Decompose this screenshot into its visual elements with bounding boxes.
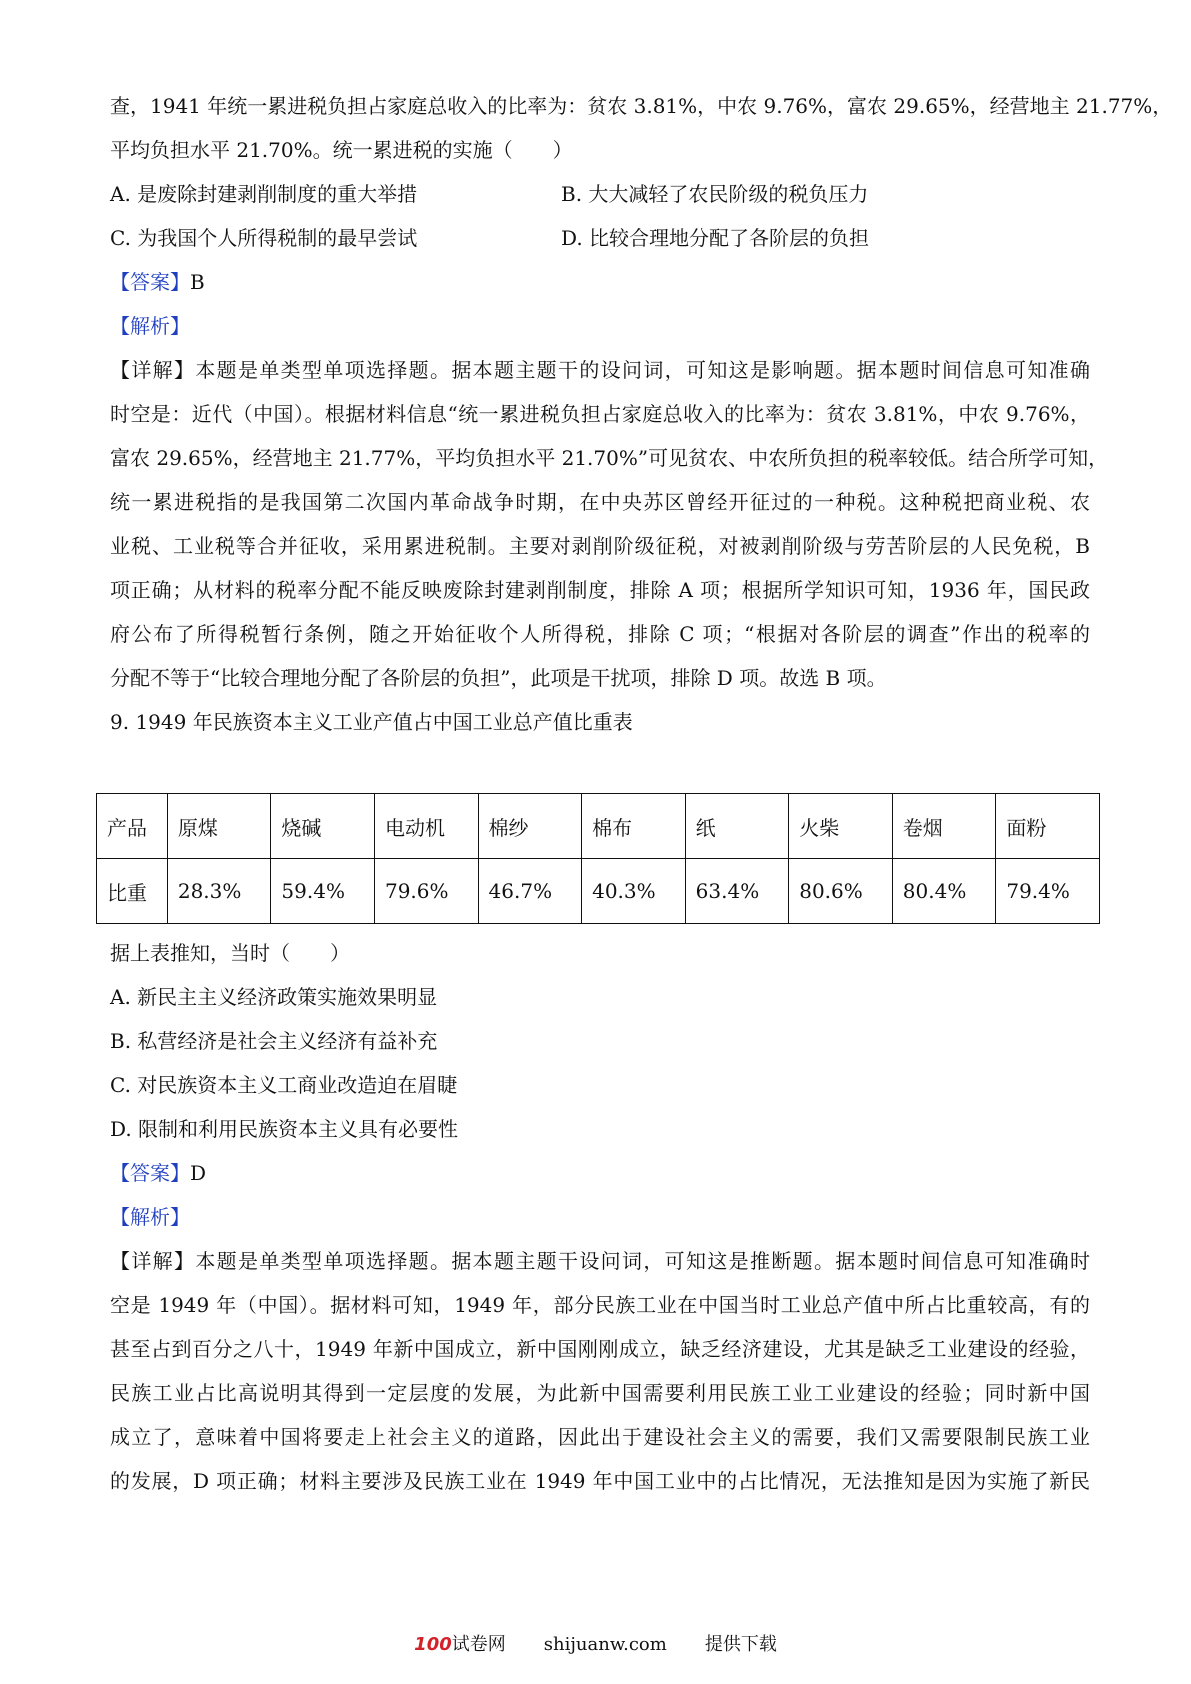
answer-tag: 【答案】 [110,270,190,294]
site-url[interactable]: shijuanw.com [543,1634,667,1655]
q8-detail-line-8: 分配不等于“比较合理地分配了各阶层的负担”，此项是干扰项，排除 D 项。故选 B 项。 [110,666,887,690]
q9-detail-line-6: 的发展，D 项正确；材料主要涉及民族工业在 1949 年中国工业中的占比情况，无法推知是因为实施了新民 [110,1469,1090,1493]
q8-answer [110,269,1090,295]
q8-detail-line-6: 项正确；从材料的税率分配不能反映废除封建剥削制度，排除 A 项；根据所学知识可知，1936 年，国民政 [110,578,1090,602]
q9-analysis-tag: 【解析】 [110,1205,190,1229]
table-cell: 79.4% [996,859,1100,924]
q9-detail-line-5: 成立了，意味着中国将要走上社会主义的道路，因此出于建设社会主义的需要，我们又需要限制民族工业 [110,1425,1090,1449]
table-cell: 28.3% [167,859,271,924]
q9-data-table [96,793,1100,924]
q8-option-d: D. 比较合理地分配了各阶层的负担 [561,226,870,250]
q9-detail-line-4: 民族工业占比高说明其得到一定层度的发展，为此新中国需要利用民族工业工业建设的经验；同时新中国 [110,1381,1090,1405]
q8-option-c: C. 为我国个人所得税制的最早尝试 [110,226,418,250]
site-name: 试卷网 [451,1634,506,1655]
table-cell: 63.4% [685,859,789,924]
q8-detail-line-1 [110,357,1090,383]
q8-detail-line-4: 统一累进税指的是我国第二次国内革命战争时期，在中央苏区曾经开征过的一种税。这种税把商业税、农 [110,490,1090,514]
q9-stem: 据上表推知，当时（ ） [110,941,350,965]
q8-detail-line-3: 富农 29.65%，经营地主 21.77%，平均负担水平 21.70%”可见贫农、中农所负担的税率较低。结合所学可知， [110,446,1109,470]
q9-option-b: B. 私营经济是社会主义经济有益补充 [110,1029,438,1053]
table-cell: 卷烟 [892,794,996,859]
q8-option-a: A. 是废除封建剥削制度的重大举措 [110,182,418,206]
table-cell: 棉纱 [478,794,582,859]
table-cell: 46.7% [478,859,582,924]
table-cell: 产品 [97,794,168,859]
table-cell: 79.6% [374,859,478,924]
q9-detail-line-1 [110,1248,1090,1274]
q9-detail-line-2: 空是 1949 年（中国）。据材料可知，1949 年，部分民族工业在中国当时工业总产值中所占比重较高，有的 [110,1293,1090,1317]
table-cell: 棉布 [582,794,686,859]
table-row-values [97,859,1100,924]
q8-stem-line-2: 平均负担水平 21.70%。统一累进税的实施（ ） [110,138,573,162]
table-cell: 比重 [97,859,168,924]
table-cell: 烧碱 [271,794,375,859]
detail-text: 本题是单类型单项选择题。据本题主题干设问词，可知这是推断题。据本题时间信息可知准确时 [195,1249,1091,1273]
q9-option-a: A. 新民主主义经济政策实施效果明显 [110,985,438,1009]
q8-stem-line-1: 查，1941 年统一累进税负担占家庭总收入的比率为：贫农 3.81%，中农 9.76%，富农 29.65%，经营地主 21.77%， [110,94,1173,118]
site-logo: 100 [414,1634,452,1655]
q9-detail-line-3: 甚至占到百分之八十，1949 年新中国成立，新中国刚刚成立，缺乏经济建设，尤其是缺乏工业建设的经验， [110,1337,1090,1361]
q8-analysis-tag: 【解析】 [110,314,190,338]
footer-tagline: 提供下载 [704,1634,777,1655]
table-cell: 火柴 [789,794,893,859]
q8-detail-line-5: 业税、工业税等合并征收，采用累进税制。主要对剥削阶级征税，对被剥削阶级与劳苦阶层的人民免税，B [110,534,1090,558]
q8-detail-line-2: 时空是：近代（中国）。根据材料信息“统一累进税负担占家庭总收入的比率为：贫农 3.81%，中农 9.76%， [110,402,1090,426]
q9-option-c: C. 对民族资本主义工商业改造迫在眉睫 [110,1073,458,1097]
answer-value: D [190,1161,207,1185]
table-cell: 原煤 [167,794,271,859]
answer-value: B [190,270,205,294]
table-cell: 纸 [685,794,789,859]
table-cell: 40.3% [582,859,686,924]
detail-tag: 【详解】 [110,1249,196,1273]
page-footer [0,1632,1191,1658]
q9-option-d: D. 限制和利用民族资本主义具有必要性 [110,1117,459,1141]
table-cell: 59.4% [271,859,375,924]
answer-tag: 【答案】 [110,1161,190,1185]
detail-tag: 【详解】 [110,358,196,382]
detail-text: 本题是单类型单项选择题。据本题主题干的设问词，可知这是影响题。据本题时间信息可知准确 [195,358,1091,382]
q8-option-b: B. 大大减轻了农民阶级的税负压力 [561,182,869,206]
table-cell: 电动机 [374,794,478,859]
table-row-header [97,794,1100,859]
table-cell: 80.6% [789,859,893,924]
q9-answer [110,1160,1090,1186]
q8-detail-line-7: 府公布了所得税暂行条例，随之开始征收个人所得税，排除 C 项；“根据对各阶层的调查”作出的税率的 [110,622,1090,646]
table-cell: 80.4% [892,859,996,924]
q9-title: 9. 1949 年民族资本主义工业产值占中国工业总产值比重表 [110,710,633,734]
table-cell: 面粉 [996,794,1100,859]
